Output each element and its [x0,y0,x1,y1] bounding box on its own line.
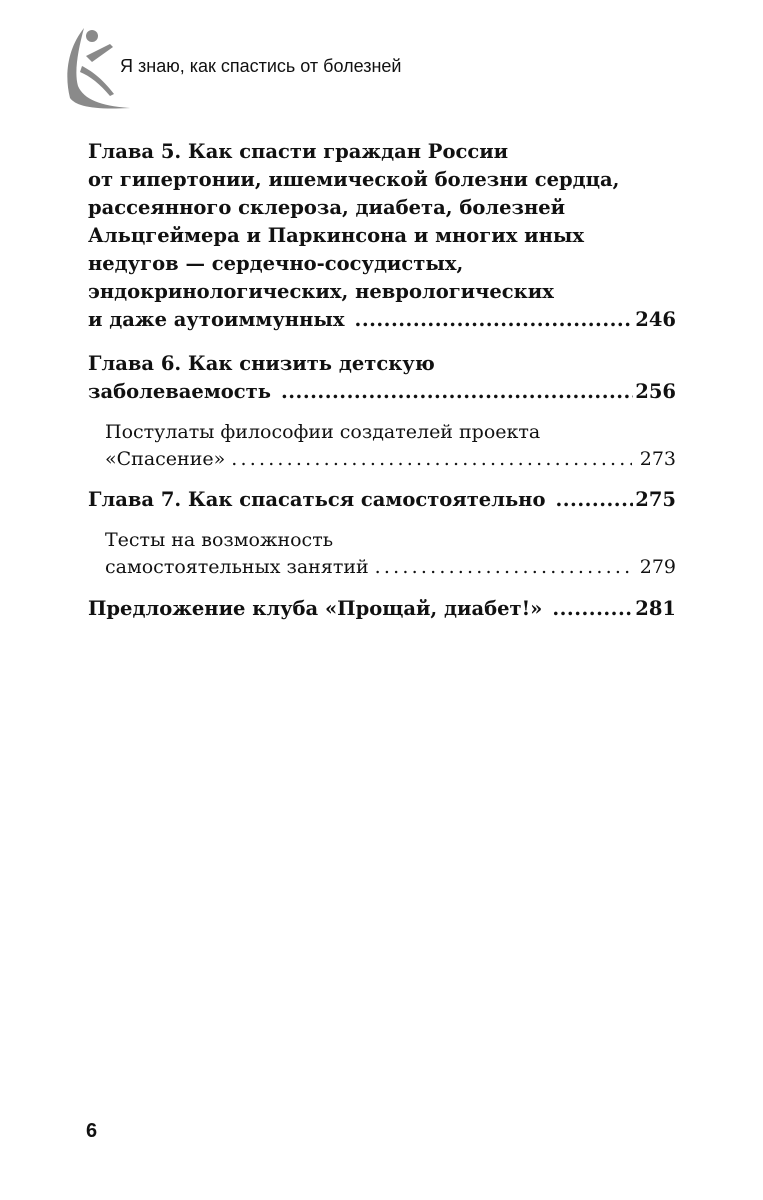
dot-leader [555,486,633,514]
toc-page-number: 279 [639,556,676,578]
toc-entry-tests[interactable] [105,527,676,581]
toc-page-number: 275 [635,488,676,511]
toc-line: самостоятельных занятий [105,556,369,578]
table-of-contents [88,138,676,623]
toc-entry-postulates[interactable] [105,419,676,473]
toc-entry-chapter-5[interactable] [88,138,676,334]
toc-entry-chapter-7[interactable] [88,486,676,514]
toc-line: Альцгеймера и Паркинсона и многих иных [88,224,585,247]
dot-leader [375,554,632,581]
toc-line: от гипертонии, ишемической болезни сердца, [88,168,620,191]
page-number: 6 [86,1120,98,1142]
toc-line: эндокринологических, неврологических [88,280,554,303]
dot-leader [281,378,633,406]
toc-line: Предложение клуба «Прощай, диабет!» [88,597,543,620]
toc-line: Глава 6. Как снизить детскую [88,352,435,375]
running-header [62,26,662,112]
toc-entry-club-offer[interactable] [88,595,676,623]
header-title: Я знаю, как спастись от болезней [120,56,402,76]
toc-page-number: 246 [635,308,676,331]
dot-leader [231,446,632,473]
toc-line: заболеваемость [88,380,271,403]
toc-line: «Спасение» [105,448,226,470]
dot-leader [552,595,633,623]
dot-leader [355,306,634,334]
toc-entry-chapter-6[interactable] [88,350,676,406]
toc-page-number: 281 [635,597,676,620]
toc-line: Тесты на возможность [105,529,334,551]
toc-page-number: 273 [639,448,676,470]
toc-line: рассеянного склероза, диабета, болезней [88,196,566,219]
toc-line: и даже аутоиммунных [88,308,345,331]
toc-line: Постулаты философии создателей проекта [105,421,541,443]
toc-line: Глава 5. Как спасти граждан России [88,140,509,163]
toc-line: недугов — сердечно-сосудистых, [88,252,464,275]
toc-line: Глава 7. Как спасаться самостоятельно [88,488,546,511]
toc-page-number: 256 [635,380,676,403]
